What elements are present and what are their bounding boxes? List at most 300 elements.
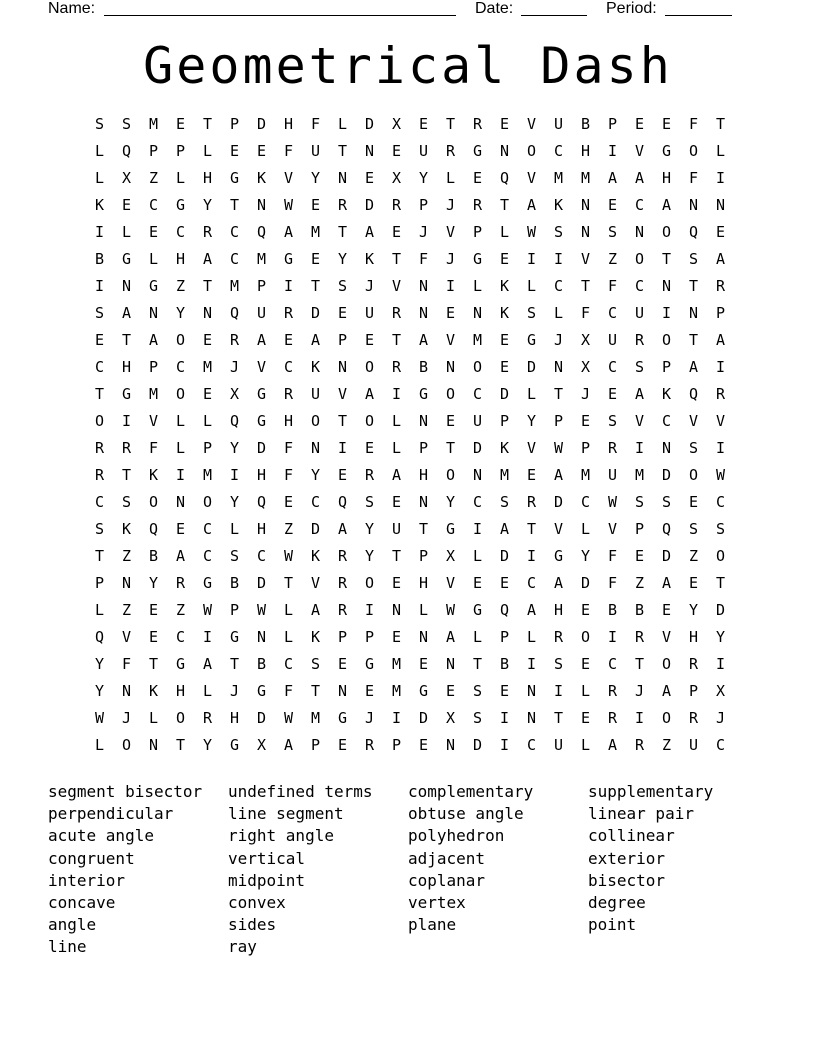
word-column <box>588 781 768 936</box>
grid-letter: A <box>202 250 213 268</box>
grid-letter: O <box>94 412 105 430</box>
grid-row <box>86 439 734 466</box>
grid-letter: L <box>94 142 105 160</box>
grid-letter: S <box>607 412 618 430</box>
grid-letter: S <box>688 439 699 457</box>
word-item: bisector <box>588 870 666 890</box>
grid-letter: A <box>661 574 672 592</box>
grid-letter: O <box>661 655 672 673</box>
grid-letter: C <box>526 736 537 754</box>
date-field[interactable] <box>521 15 587 16</box>
grid-letter: P <box>418 547 429 565</box>
grid-letter: L <box>580 736 591 754</box>
grid-letter: R <box>391 304 402 322</box>
grid-letter: P <box>229 115 240 133</box>
grid-letter: X <box>715 682 726 700</box>
grid-letter: D <box>472 439 483 457</box>
grid-letter: W <box>607 493 618 511</box>
grid-letter: T <box>715 574 726 592</box>
grid-letter: O <box>526 142 537 160</box>
grid-letter: S <box>94 520 105 538</box>
grid-letter: N <box>310 439 321 457</box>
grid-letter: G <box>526 331 537 349</box>
grid-letter: R <box>391 196 402 214</box>
grid-letter: G <box>418 682 429 700</box>
grid-letter: C <box>283 655 294 673</box>
grid-letter: Q <box>688 385 699 403</box>
grid-letter: U <box>310 385 321 403</box>
grid-letter: C <box>715 493 726 511</box>
grid-letter: E <box>229 142 240 160</box>
grid-letter: N <box>445 358 456 376</box>
grid-row <box>86 655 734 682</box>
grid-letter: I <box>526 547 537 565</box>
grid-letter: L <box>391 439 402 457</box>
grid-letter: R <box>121 439 132 457</box>
grid-letter: C <box>661 412 672 430</box>
grid-letter: V <box>715 412 726 430</box>
grid-letter: H <box>283 412 294 430</box>
grid-letter: P <box>418 439 429 457</box>
grid-letter: S <box>94 115 105 133</box>
grid-letter: O <box>661 709 672 727</box>
grid-letter: T <box>715 115 726 133</box>
grid-letter: V <box>607 520 618 538</box>
grid-letter: T <box>445 439 456 457</box>
word-item: concave <box>48 892 116 912</box>
grid-letter: A <box>526 196 537 214</box>
grid-letter: A <box>175 547 186 565</box>
grid-letter: P <box>418 196 429 214</box>
word-item: midpoint <box>228 870 306 890</box>
grid-letter: Z <box>283 520 294 538</box>
grid-letter: L <box>121 223 132 241</box>
grid-letter: E <box>472 574 483 592</box>
word-item: supplementary <box>588 782 714 801</box>
grid-letter: E <box>94 331 105 349</box>
grid-letter: E <box>580 412 591 430</box>
grid-letter: X <box>445 547 456 565</box>
grid-letter: N <box>364 142 375 160</box>
grid-letter: E <box>472 169 483 187</box>
grid-letter: N <box>661 277 672 295</box>
grid-letter: K <box>310 628 321 646</box>
grid-letter: W <box>283 709 294 727</box>
grid-letter: M <box>553 169 564 187</box>
grid-letter: A <box>310 601 321 619</box>
grid-letter: E <box>175 520 186 538</box>
grid-letter: G <box>229 169 240 187</box>
grid-letter: U <box>553 115 564 133</box>
grid-letter: W <box>94 709 105 727</box>
grid-letter: E <box>283 493 294 511</box>
grid-letter: A <box>715 250 726 268</box>
grid-letter: C <box>94 358 105 376</box>
grid-letter: I <box>94 277 105 295</box>
grid-letter: H <box>202 169 213 187</box>
grid-letter: M <box>256 250 267 268</box>
grid-letter: M <box>634 466 645 484</box>
grid-letter: S <box>121 115 132 133</box>
grid-letter: S <box>553 655 564 673</box>
grid-letter: L <box>175 169 186 187</box>
grid-letter: E <box>499 682 510 700</box>
grid-letter: L <box>580 520 591 538</box>
grid-letter: R <box>391 358 402 376</box>
grid-letter: E <box>418 655 429 673</box>
grid-letter: E <box>202 331 213 349</box>
grid-letter: M <box>148 385 159 403</box>
grid-letter: P <box>256 277 267 295</box>
grid-letter: C <box>94 493 105 511</box>
grid-letter: Y <box>229 493 240 511</box>
grid-letter: R <box>337 547 348 565</box>
grid-letter: Q <box>121 142 132 160</box>
grid-letter: L <box>94 736 105 754</box>
grid-letter: V <box>121 628 132 646</box>
word-item: acute angle <box>48 826 154 846</box>
grid-letter: P <box>634 520 645 538</box>
grid-letter: B <box>580 115 591 133</box>
grid-letter: J <box>364 277 375 295</box>
grid-letter: R <box>364 466 375 484</box>
letter-grid <box>86 115 734 763</box>
grid-letter: A <box>607 736 618 754</box>
grid-letter: T <box>661 250 672 268</box>
grid-letter: Q <box>256 223 267 241</box>
grid-letter: I <box>175 466 186 484</box>
grid-letter: V <box>634 142 645 160</box>
grid-row <box>86 277 734 304</box>
grid-letter: W <box>526 223 537 241</box>
grid-letter: R <box>337 601 348 619</box>
grid-letter: S <box>688 520 699 538</box>
grid-letter: Z <box>688 547 699 565</box>
period-label: Period: <box>606 0 657 17</box>
word-item: complementary <box>408 782 534 801</box>
grid-letter: O <box>634 250 645 268</box>
grid-letter: R <box>553 628 564 646</box>
grid-letter: J <box>715 709 726 727</box>
grid-letter: X <box>229 385 240 403</box>
grid-letter: Y <box>715 628 726 646</box>
grid-letter: S <box>229 547 240 565</box>
grid-letter: E <box>607 385 618 403</box>
grid-letter: D <box>715 601 726 619</box>
grid-letter: C <box>310 493 321 511</box>
grid-letter: E <box>445 304 456 322</box>
grid-letter: G <box>256 682 267 700</box>
grid-letter: Y <box>202 196 213 214</box>
grid-letter: N <box>148 736 159 754</box>
grid-letter: E <box>634 115 645 133</box>
grid-letter: J <box>445 250 456 268</box>
word-item: obtuse angle <box>408 804 524 824</box>
grid-letter: T <box>499 196 510 214</box>
grid-letter: L <box>202 142 213 160</box>
grid-letter: S <box>553 223 564 241</box>
grid-letter: W <box>283 196 294 214</box>
grid-letter: Q <box>256 493 267 511</box>
grid-letter: I <box>715 169 726 187</box>
grid-letter: A <box>418 331 429 349</box>
grid-letter: W <box>445 601 456 619</box>
grid-letter: P <box>499 412 510 430</box>
grid-letter: E <box>634 547 645 565</box>
grid-letter: L <box>499 223 510 241</box>
grid-letter: E <box>391 628 402 646</box>
grid-letter: F <box>283 466 294 484</box>
word-item: degree <box>588 892 646 912</box>
grid-letter: U <box>310 142 321 160</box>
grid-letter: K <box>553 196 564 214</box>
grid-letter: A <box>148 331 159 349</box>
period-field[interactable] <box>665 15 732 16</box>
grid-letter: E <box>364 439 375 457</box>
grid-letter: E <box>148 628 159 646</box>
grid-letter: Y <box>175 304 186 322</box>
grid-row <box>86 169 734 196</box>
grid-letter: O <box>580 628 591 646</box>
grid-letter: X <box>580 331 591 349</box>
grid-letter: S <box>310 655 321 673</box>
grid-row <box>86 223 734 250</box>
name-field[interactable] <box>104 15 456 16</box>
grid-letter: L <box>202 412 213 430</box>
grid-letter: B <box>634 601 645 619</box>
grid-letter: O <box>661 223 672 241</box>
grid-letter: V <box>310 574 321 592</box>
word-item: plane <box>408 915 457 935</box>
grid-row <box>86 385 734 412</box>
grid-letter: J <box>634 682 645 700</box>
grid-letter: S <box>499 493 510 511</box>
grid-letter: I <box>472 520 483 538</box>
grid-letter: S <box>526 304 537 322</box>
grid-letter: G <box>202 574 213 592</box>
word-item: coplanar <box>408 870 486 890</box>
grid-letter: I <box>553 250 564 268</box>
grid-letter: N <box>688 304 699 322</box>
grid-letter: I <box>202 628 213 646</box>
grid-letter: J <box>553 331 564 349</box>
grid-letter: K <box>310 358 321 376</box>
grid-letter: Q <box>229 412 240 430</box>
grid-letter: S <box>472 682 483 700</box>
grid-letter: F <box>580 304 591 322</box>
grid-letter: V <box>445 331 456 349</box>
grid-letter: P <box>661 358 672 376</box>
grid-letter: R <box>688 655 699 673</box>
grid-letter: D <box>364 196 375 214</box>
grid-letter: R <box>607 682 618 700</box>
grid-letter: G <box>256 385 267 403</box>
grid-letter: A <box>553 574 564 592</box>
grid-letter: C <box>607 304 618 322</box>
grid-letter: G <box>148 277 159 295</box>
grid-letter: L <box>229 520 240 538</box>
grid-letter: T <box>121 466 132 484</box>
grid-letter: V <box>445 223 456 241</box>
word-item: collinear <box>588 826 675 846</box>
grid-letter: L <box>148 250 159 268</box>
grid-letter: V <box>580 250 591 268</box>
grid-row <box>86 736 734 763</box>
grid-letter: E <box>256 142 267 160</box>
grid-letter: I <box>121 412 132 430</box>
grid-letter: R <box>634 736 645 754</box>
grid-letter: R <box>688 709 699 727</box>
grid-letter: O <box>310 412 321 430</box>
grid-letter: U <box>607 466 618 484</box>
grid-letter: A <box>688 358 699 376</box>
grid-letter: C <box>607 358 618 376</box>
grid-letter: O <box>472 358 483 376</box>
grid-letter: P <box>472 223 483 241</box>
grid-letter: G <box>256 412 267 430</box>
grid-letter: E <box>661 601 672 619</box>
grid-letter: E <box>148 601 159 619</box>
grid-letter: V <box>445 574 456 592</box>
grid-letter: B <box>148 547 159 565</box>
grid-letter: P <box>499 628 510 646</box>
grid-letter: C <box>472 385 483 403</box>
grid-letter: D <box>256 709 267 727</box>
grid-letter: Y <box>688 601 699 619</box>
grid-letter: G <box>175 655 186 673</box>
grid-letter: D <box>661 466 672 484</box>
grid-letter: H <box>256 466 267 484</box>
grid-letter: Y <box>364 547 375 565</box>
grid-letter: B <box>418 358 429 376</box>
grid-letter: K <box>94 196 105 214</box>
grid-letter: T <box>337 412 348 430</box>
word-item: interior <box>48 870 126 890</box>
grid-letter: E <box>391 493 402 511</box>
grid-letter: Y <box>310 466 321 484</box>
grid-letter: I <box>526 655 537 673</box>
grid-letter: N <box>337 682 348 700</box>
grid-letter: D <box>526 358 537 376</box>
word-column <box>48 781 228 959</box>
grid-letter: C <box>715 736 726 754</box>
word-item: right angle <box>228 826 334 846</box>
grid-letter: P <box>364 628 375 646</box>
grid-letter: U <box>256 304 267 322</box>
grid-letter: F <box>607 547 618 565</box>
grid-letter: I <box>499 709 510 727</box>
grid-letter: E <box>580 601 591 619</box>
grid-letter: J <box>364 709 375 727</box>
grid-letter: N <box>445 736 456 754</box>
grid-letter: L <box>94 601 105 619</box>
grid-letter: M <box>310 709 321 727</box>
grid-letter: F <box>121 655 132 673</box>
grid-letter: N <box>688 196 699 214</box>
grid-letter: R <box>94 439 105 457</box>
grid-letter: Y <box>229 439 240 457</box>
grid-letter: C <box>283 358 294 376</box>
grid-letter: G <box>121 250 132 268</box>
grid-letter: D <box>499 385 510 403</box>
grid-letter: G <box>364 655 375 673</box>
grid-letter: F <box>283 142 294 160</box>
grid-letter: D <box>553 493 564 511</box>
grid-letter: A <box>283 736 294 754</box>
grid-letter: U <box>418 142 429 160</box>
grid-letter: I <box>499 736 510 754</box>
grid-letter: N <box>580 223 591 241</box>
word-item: segment bisector <box>48 782 203 801</box>
grid-letter: W <box>256 601 267 619</box>
grid-letter: S <box>607 223 618 241</box>
grid-letter: R <box>445 142 456 160</box>
grid-letter: D <box>661 547 672 565</box>
grid-letter: E <box>499 358 510 376</box>
grid-letter: J <box>445 196 456 214</box>
grid-letter: R <box>472 196 483 214</box>
grid-letter: Y <box>94 655 105 673</box>
grid-letter: H <box>688 628 699 646</box>
grid-letter: I <box>391 709 402 727</box>
grid-letter: V <box>661 628 672 646</box>
grid-letter: M <box>391 655 402 673</box>
grid-letter: A <box>634 385 645 403</box>
grid-letter: T <box>553 385 564 403</box>
grid-letter: P <box>202 439 213 457</box>
grid-letter: T <box>283 574 294 592</box>
grid-letter: G <box>472 601 483 619</box>
grid-letter: G <box>175 196 186 214</box>
grid-row <box>86 412 734 439</box>
grid-letter: S <box>472 709 483 727</box>
grid-letter: I <box>715 358 726 376</box>
grid-letter: N <box>391 601 402 619</box>
grid-row <box>86 682 734 709</box>
grid-letter: G <box>553 547 564 565</box>
grid-letter: D <box>256 115 267 133</box>
grid-letter: A <box>607 169 618 187</box>
grid-letter: O <box>175 709 186 727</box>
grid-row <box>86 628 734 655</box>
grid-letter: T <box>391 331 402 349</box>
grid-letter: H <box>175 682 186 700</box>
grid-letter: I <box>391 385 402 403</box>
grid-letter: I <box>607 142 618 160</box>
grid-letter: E <box>337 655 348 673</box>
grid-letter: C <box>202 547 213 565</box>
grid-letter: L <box>472 547 483 565</box>
grid-letter: Q <box>337 493 348 511</box>
grid-letter: K <box>499 277 510 295</box>
grid-letter: I <box>634 439 645 457</box>
grid-letter: L <box>526 277 537 295</box>
grid-letter: K <box>148 466 159 484</box>
grid-letter: F <box>607 277 618 295</box>
grid-letter: N <box>418 628 429 646</box>
grid-letter: T <box>337 142 348 160</box>
grid-letter: S <box>661 493 672 511</box>
grid-letter: M <box>202 466 213 484</box>
grid-letter: H <box>553 601 564 619</box>
grid-letter: F <box>310 115 321 133</box>
grid-letter: V <box>526 169 537 187</box>
grid-letter: L <box>526 628 537 646</box>
grid-letter: N <box>472 304 483 322</box>
grid-letter: E <box>499 331 510 349</box>
grid-letter: D <box>310 304 321 322</box>
grid-letter: T <box>94 385 105 403</box>
